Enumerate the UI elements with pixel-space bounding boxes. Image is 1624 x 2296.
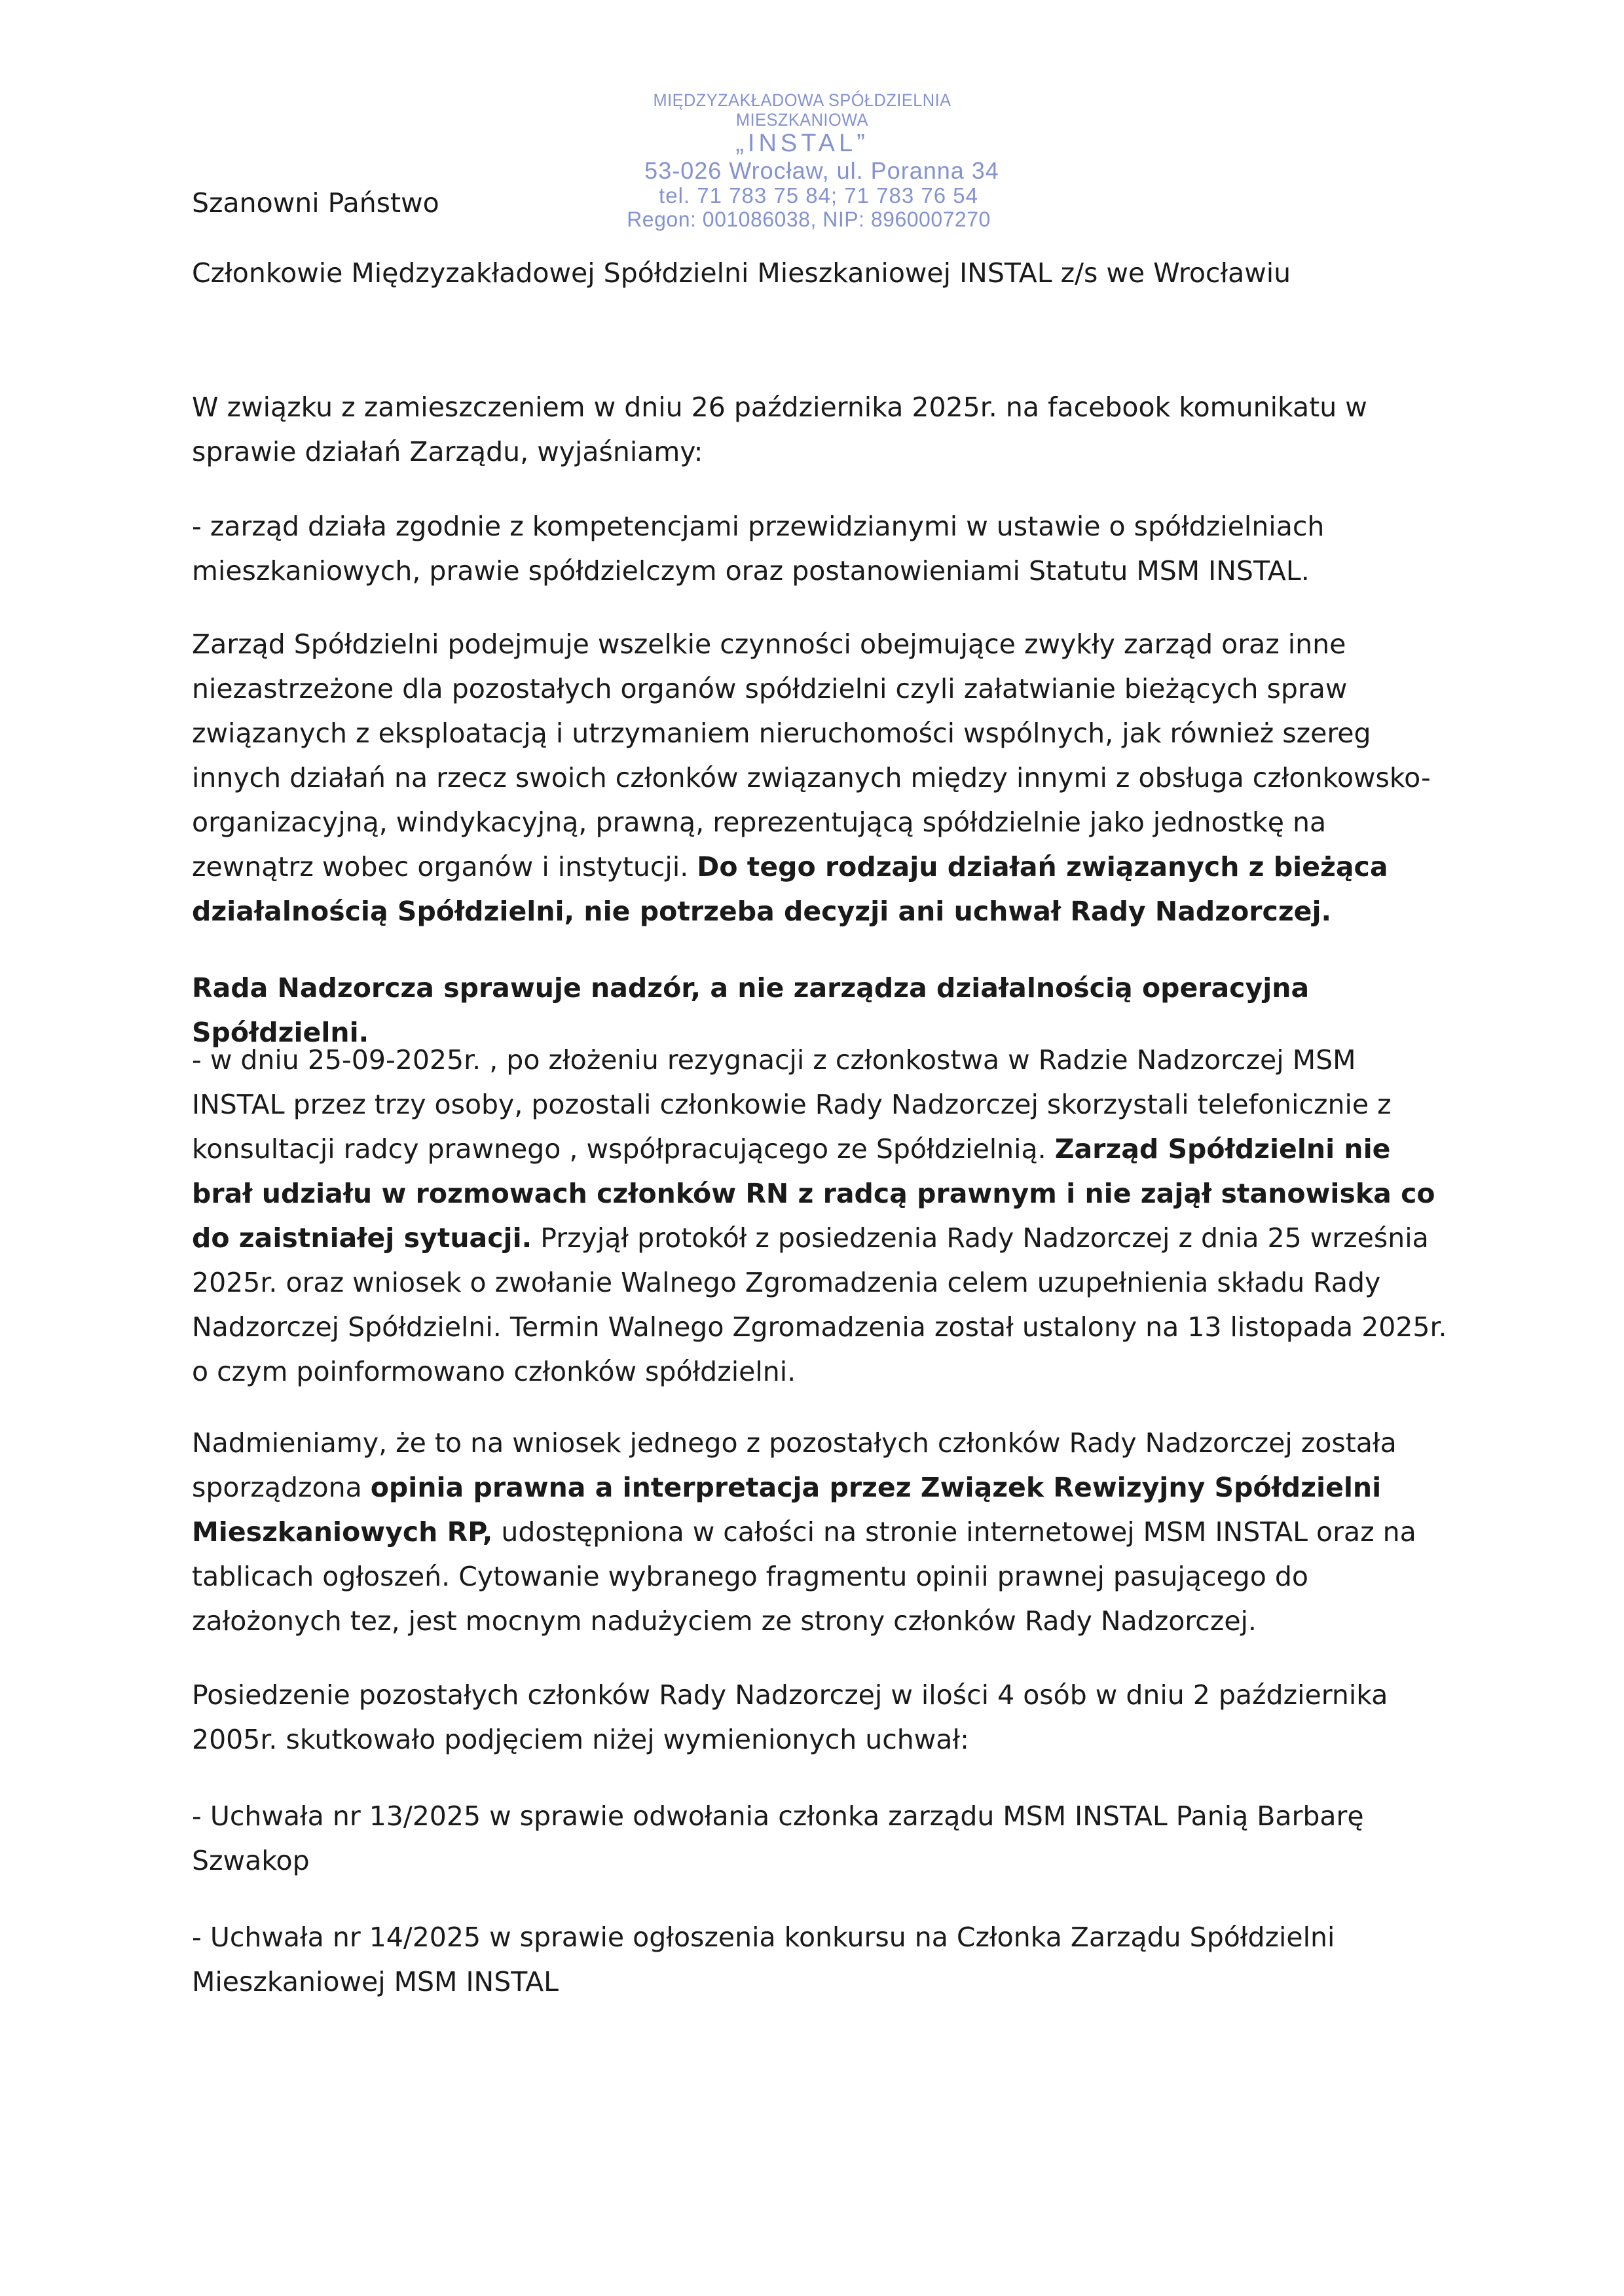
legal-opinion-continuation: udostępniona w całości na stronie internetowej MSM INSTAL oraz na tablicach ogłoszeń. Cytowanie wybranego fragmentu opinii prawnej pasującego do założonych tez, jest mocnym nadużyciem ze strony członków Rady Nadzorczej. [192,1516,1416,1637]
legal-opinion-text: Nadmieniamy, że to na wniosek jednego z pozostałych członków Rady Nadzorczej została sporządzona [192,1427,1397,1503]
stamp-phone: tel. 71 783 75 84; 71 783 76 54 [659,183,978,208]
supervisory-role-emphasis: Rada Nadzorcza sprawuje nadzór, a nie zarządza działalnością operacyjna Spółdzielni. [192,972,1310,1048]
paragraph-council-meeting: Posiedzenie pozostałych członków Rady Nadzorczej w ilości 4 osób w dniu 2 października 2005r. skutkowało podjęciem niżej wymienionych uchwał: [192,1679,1388,1755]
paragraph-intro: W związku z zamieszczeniem w dniu 26 października 2025r. na facebook komunikatu w sprawie działań Zarządu, wyjaśniamy: [192,392,1367,467]
paragraph-resignation-events [192,1038,1456,1394]
stamp-name: MIĘDZYZAKŁADOWA SPÓŁDZIELNIA MIESZKANIOWA [653,90,951,130]
paragraph-legal-opinion [192,1421,1456,1643]
board-activities-text: Zarząd Spółdzielni podejmuje wszelkie czynności obejmujące zwykły zarząd oraz inne niezastrzeżone dla pozostałych organów spółdzielni czyli załatwianie bieżących spraw związanych z eksploatacją i utrzymaniem nieruchomości wspólnych, jak również szereg innych działań na rzecz swoich członków związanych między innymi z obsługa członkowsko-organizacyjną, windykacyjną, prawną, reprezentującą spółdzielnie jako jednostkę na zewnątrz wobec organów i instytucji. [192,629,1431,883]
paragraph-board-activities [192,622,1456,934]
paragraph-board-competence: - zarząd działa zgodnie z kompetencjami przewidzianymi w ustawie o spółdzielniach mieszkaniowych, prawie spółdzielczym oraz postanowieniami Statutu MSM INSTAL. [192,511,1325,587]
legal-opinion-emphasis: opinia prawna a interpretacja przez Związek Rewizyjny Spółdzielni Mieszkaniowych RP, [192,1472,1382,1548]
stamp-registry: Regon: 001086038, NIP: 8960007270 [627,208,991,232]
resignation-events-emphasis: Zarząd Spółdzielni nie brał udziału w rozmowach członków RN z radcą prawnym i nie zajął stanowiska co do zaistniałej sytuacji. [192,1133,1435,1254]
stamp-address: 53-026 Wrocław, ul. Poranna 34 [644,157,999,185]
salutation: Szanowni Państwo [192,187,439,219]
stamp-short-name: „INSTAL” [735,130,869,158]
resignation-events-continuation: Przyjął protokół z posiedzenia Rady Nadzorczej z dnia 25 września 2025r. oraz wniosek o zwołanie Walnego Zgromadzenia celem uzupełnienia składu Rady Nadzorczej Spółdzielni. Termin Walnego Zgromadzenia został ustalony na 13 listopada 2025r. o czym poinformowano członków spółdzielni. [192,1222,1447,1387]
resignation-events-text: - w dniu 25-09-2025r. , po złożeniu rezygnacji z członkostwa w Radzie Nadzorczej MSM INSTAL przez trzy osoby, pozostali członkowie Rady Nadzorczej skorzystali telefonicznie z konsultacji radcy prawnego , współpracującego ze Spółdzielnią. [192,1044,1392,1165]
resolution-13: - Uchwała nr 13/2025 w sprawie odwołania członka zarządu MSM INSTAL Panią Barbarę Szwakop [192,1800,1364,1876]
resolution-14: - Uchwała nr 14/2025 w sprawie ogłoszenia konkursu na Członka Zarządu Spółdzielni Mieszkaniowej MSM INSTAL [192,1922,1335,1997]
board-activities-emphasis: Do tego rodzaju działań związanych z bieżąca działalnością Spółdzielni, nie potrzeba decyzji ani uchwał Rady Nadzorczej. [192,851,1388,927]
recipients-line: Członkowie Międzyzakładowej Spółdzielni Mieszkaniowej INSTAL z/s we Wrocławiu [192,257,1291,289]
